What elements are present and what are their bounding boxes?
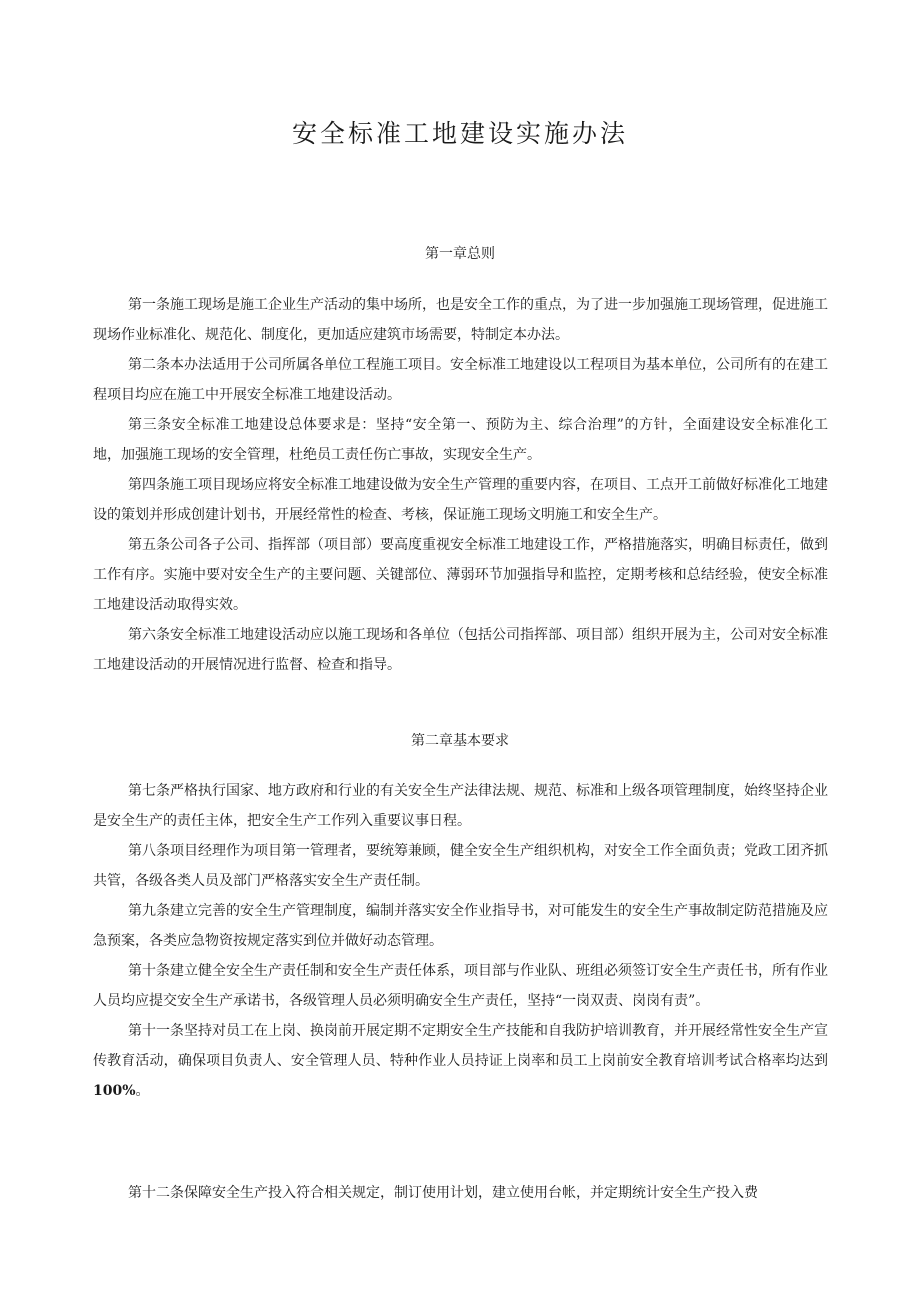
article-6: 第六条安全标准工地建设活动应以施工现场和各单位（包括公司指挥部、项目部）组织开展为主，公司对安全标准工地建设活动的开展情况进行监督、检查和指导。 bbox=[93, 627, 828, 673]
chapter-heading-1: 第一章总则 bbox=[425, 246, 495, 262]
article-11-end: 。 bbox=[135, 1083, 150, 1099]
chapter-1-body bbox=[93, 290, 828, 680]
article-4: 第四条施工项目现场应将安全标准工地建设做为安全生产管理的重要内容，在项目、工点开工前做好标准化工地建设的策划并形成创建计划书，开展经常性的检查、考核，保证施工现场文明施工和安全生产。 bbox=[93, 477, 828, 523]
article-3: 第三条安全标准工地建设总体要求是：坚持“安全第一、预防为主、综合治理”的方针，全面建设安全标准化工地，加强施工现场的安全管理，杜绝员工责任伤亡事故，实现安全生产。 bbox=[93, 417, 828, 463]
chapter-heading-2: 第二章基本要求 bbox=[411, 733, 509, 749]
article-8: 第八条项目经理作为项目第一管理者，要统筹兼顾，健全安全生产组织机构，对安全工作全面负责；党政工团齐抓共管，各级各类人员及部门严格落实安全生产责任制。 bbox=[93, 843, 828, 889]
article-12: 第十二条保障安全生产投入符合相关规定，制订使用计划，建立使用台帐，并定期统计安全生产投入费 bbox=[128, 1185, 758, 1201]
article-5: 第五条公司各子公司、指挥部（项目部）要高度重视安全标准工地建设工作，严格措施落实，明确目标责任，做到工作有序。实施中要对安全生产的主要问题、关键部位、薄弱环节加强指导和监控，定期考核和总结经验，使安全标准工地建设活动取得实效。 bbox=[93, 537, 828, 613]
article-11-percent: 100% bbox=[93, 1083, 136, 1099]
chapter-2-body-continued bbox=[93, 1178, 828, 1208]
document-title: 安全标准工地建设实施办法 bbox=[291, 119, 628, 148]
article-11-text: 第十一条坚持对员工在上岗、换岗前开展定期不定期安全生产技能和自我防护培训教育，并开展经常性安全生产宣传教育活动，确保项目负责人、安全管理人员、特种作业人员持证上岗率和员工上岗前安全教育培训考试合格率均达到 bbox=[93, 1023, 828, 1069]
article-2: 第二条本办法适用于公司所属各单位工程施工项目。安全标准工地建设以工程项目为基本单位，公司所有的在建工程项目均应在施工中开展安全标准工地建设活动。 bbox=[93, 357, 828, 403]
chapter-2-body bbox=[93, 776, 828, 1106]
article-7: 第七条严格执行国家、地方政府和行业的有关安全生产法律法规、规范、标准和上级各项管理制度，始终坚持企业是安全生产的责任主体，把安全生产工作列入重要议事日程。 bbox=[93, 783, 828, 829]
article-9: 第九条建立完善的安全生产管理制度，编制并落实安全作业指导书，对可能发生的安全生产事故制定防范措施及应急预案，各类应急物资按规定落实到位并做好动态管理。 bbox=[93, 903, 828, 949]
article-11 bbox=[93, 1016, 828, 1106]
article-10: 第十条建立健全安全生产责任制和安全生产责任体系，项目部与作业队、班组必须签订安全生产责任书，所有作业人员均应提交安全生产承诺书，各级管理人员必须明确安全生产责任，坚持“一岗双责、岗岗有责”。 bbox=[93, 963, 828, 1009]
article-1: 第一条施工现场是施工企业生产活动的集中场所，也是安全工作的重点，为了进一步加强施工现场管理，促进施工现场作业标准化、规范化、制度化，更加适应建筑市场需要，特制定本办法。 bbox=[93, 297, 828, 343]
